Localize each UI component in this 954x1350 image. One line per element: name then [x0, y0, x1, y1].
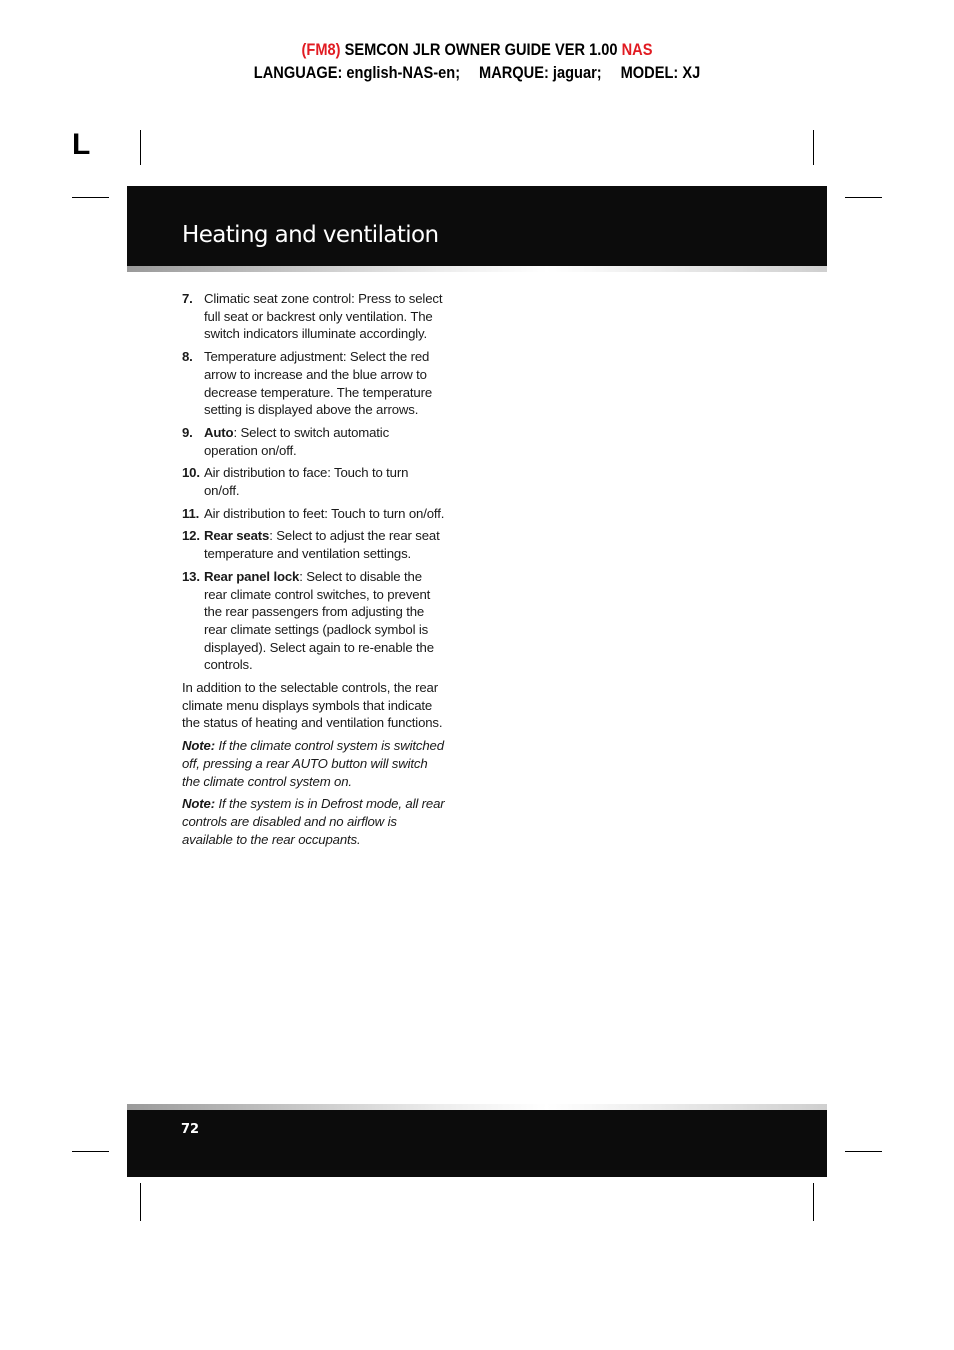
header-model: MODEL: XJ: [620, 63, 701, 82]
page-number: 72: [181, 1122, 200, 1137]
crop-mark-left-lower: [72, 1151, 109, 1152]
list-item-number: 12.: [182, 528, 200, 544]
body-paragraph: In addition to the selectable controls, the rear climate menu displays symbols that indicate the status of heating and ventilation functions.: [182, 680, 443, 731]
list-item-number: 7.: [182, 291, 193, 306]
header-marque: MARQUE: jaguar;: [479, 63, 602, 82]
list-item-number: 11.: [182, 505, 200, 521]
note: [182, 795, 446, 848]
list-item-number: 8.: [182, 349, 193, 365]
list-item-text: Climatic seat zone control: Press to select full seat or backrest only ventilation. The switch indicators illuminate accordingly.: [204, 291, 443, 342]
list-item-text: : Select to switch automatic operation on/off.: [204, 424, 390, 458]
crop-mark-right-lower: [845, 1151, 882, 1152]
header-region: NAS: [621, 40, 653, 59]
crop-mark-bottom-left: [140, 1183, 141, 1221]
list-item-text: : Select to disable the rear climate control switches, to prevent the rear passengers from adjusting the rear climate settings (padlock symbol is displayed). Select again to re-enable the controls.: [204, 568, 434, 673]
header-line-2: [67, 63, 887, 83]
header-guide-title: SEMCON JLR OWNER GUIDE VER 1.00: [340, 40, 622, 59]
crop-mark-right-upper: [845, 197, 882, 198]
header-line-1: [67, 40, 887, 60]
list-item-term: Rear panel lock: [204, 568, 300, 584]
list-item: [182, 290, 446, 343]
list-item: [182, 464, 446, 499]
section-title: Heating and ventilation: [182, 222, 439, 248]
crop-mark-bottom-right: [813, 1183, 814, 1221]
note-label: Note:: [182, 738, 215, 754]
note-text: If the system is in Defrost mode, all rear controls are disabled and no airflow is available to the rear occupants.: [182, 796, 445, 847]
footer-band: [127, 1110, 827, 1177]
content-column: [182, 290, 446, 853]
list-item-text: Temperature adjustment: Select the red arrow to increase and the blue arrow to decrease temperature. The temperature setting is displayed above the arrows.: [204, 349, 433, 418]
list-item-text: Air distribution to face: Touch to turn on/off.: [204, 465, 409, 499]
header-language: LANGUAGE: english-NAS-en;: [253, 63, 461, 82]
note: [182, 737, 446, 790]
note-label: Note:: [182, 796, 215, 812]
list-item: [182, 527, 446, 562]
list-item-term: Rear seats: [204, 528, 270, 544]
crop-mark-left-upper: [72, 197, 109, 198]
list-item: [182, 505, 446, 523]
crop-mark-letter: L: [72, 128, 91, 161]
note-text: If the climate control system is switched off, pressing a rear AUTO button will switch the climate control system on.: [182, 738, 444, 789]
list-item-term: Auto: [204, 424, 234, 440]
list-item: [182, 348, 446, 419]
list-item: [182, 568, 446, 674]
crop-mark-top-right: [813, 130, 814, 165]
list-item-number: 13.: [182, 568, 200, 584]
header-fm-code: (FM8): [301, 40, 341, 59]
list-item-text: Air distribution to feet: Touch to turn on/off.: [204, 505, 445, 521]
crop-mark-top-left: [140, 130, 141, 165]
list-item-number: 10.: [182, 465, 200, 481]
list-item-text: : Select to adjust the rear seat temperature and ventilation settings.: [204, 528, 440, 562]
section-title-rule: [127, 266, 827, 272]
list-item-number: 9.: [182, 424, 193, 440]
list-item: [182, 424, 446, 459]
